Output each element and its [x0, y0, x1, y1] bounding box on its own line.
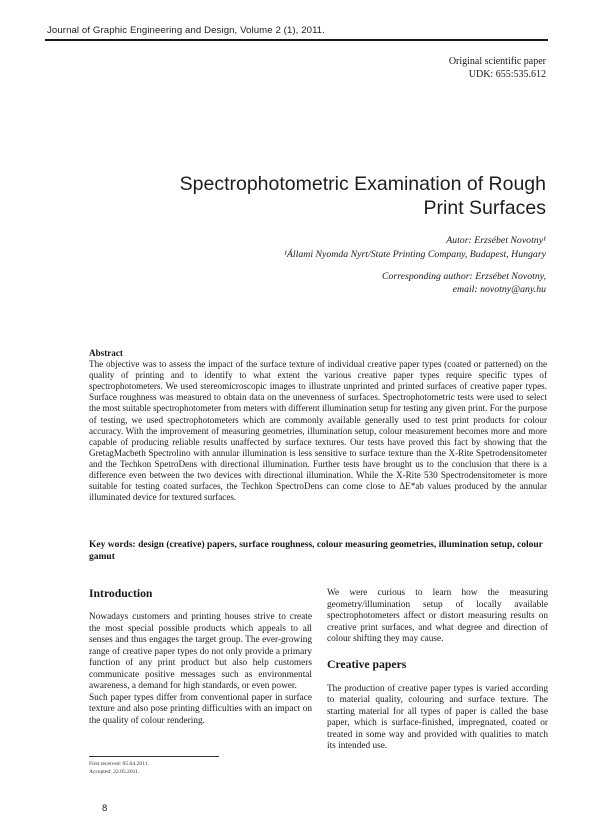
received-date: First received: 05.04.2011.	[89, 761, 149, 767]
footnote-rule	[89, 756, 219, 757]
header-rule	[45, 39, 548, 41]
left-column	[89, 587, 312, 727]
introduction-paragraph-1: Nowadays customers and printing houses strive to create the most special possible products which appeals to all senses and thus engages the target group. The ever-growing range of creative paper types do not only provide a primary function of any print product but also help customers communicate positive messages such as environmental awareness, a demand for high standards, or even power.	[89, 612, 312, 692]
abstract-heading: Abstract	[89, 348, 123, 358]
udk-code: UDK: 655:535.612	[468, 68, 546, 80]
title-line-2: Print Surfaces	[423, 197, 546, 219]
journal-header: Journal of Graphic Engineering and Design, Volume 2 (1), 2011.	[47, 25, 326, 36]
title-line-1: Spectrophotometric Examination of Rough	[179, 173, 546, 195]
page-number: 8	[102, 803, 108, 814]
author-name: Autor: Erzsébet Novotny¹	[446, 235, 546, 246]
corresponding-email: email: novotny@any.hu	[452, 284, 546, 295]
corresponding-author	[382, 270, 546, 296]
corresponding-name: Corresponding author: Erzsébet Novotny,	[381, 271, 546, 282]
creative-papers-paragraph: The production of creative paper types is varied according to material quality, colouring and surface texture. The starting material for all types of paper is called the base paper, which is surface-finished, impregnated, coated or treated in some way and provided with qualities to match its intended use.	[327, 683, 548, 752]
paper-title	[106, 172, 546, 220]
author-block	[284, 234, 546, 262]
paper-meta	[449, 56, 546, 81]
introduction-heading: Introduction	[89, 587, 153, 600]
creative-papers-heading: Creative papers	[327, 657, 407, 671]
right-column	[327, 588, 548, 753]
introduction-paragraph-2: Such paper types differ from conventional paper in surface texture and also pose printing difficulties with an impact on the quality of colour rendering.	[89, 692, 312, 726]
abstract-text: The objective was to assess the impact of the surface texture of individual creative paper types (coated or patterned) on the quality of printing and to identify to what extent the various creative paper types require specific types of spectrophotometers. We used stereomicroscopic images to illustrate unprinted and printed surfaces of creative paper types. Surface roughness was measured to obtain data on the unevenness of surfaces. Spectrophotometric tests were used to select the most suitable spectrophotometer from meters with different illumination setup for testing any given print. For the purpose of testing, we used spectrophotometers which are commonly available generally used to test print products for colour accuracy. With the improvement of measuring geometries, illumination setup, colour measurement becomes more and more capable of producing reliable results unaffected by surface textures. Our tests have proved this fact by showing that the GretagMacbeth Spectrolino with annular illumination is less sensitive to surface texture than the X-Rite Spetrodensitometer and the Techkon SpetroDens with directional illumination. Further tests have brought us to the conclusion that there is a difference even between the two devices with directional illumination. While the X-Rite 530 Spectrodensitometer is more suitable for testing coated surfaces, the Techkon SpectroDens can come close to ΔE*ab values produced by the annular illuminated device for textured surfaces.	[89, 359, 548, 503]
footnotes	[89, 761, 149, 776]
abstract-section	[89, 348, 547, 503]
author-affiliation: ¹Állami Nyomda Nyrt/State Printing Company, Budapest, Hungary	[284, 249, 546, 260]
accepted-date: Accepted: 22.05.2011.	[89, 768, 140, 775]
paper-type: Original scientific paper	[448, 56, 546, 67]
keywords: Key words: design (creative) papers, surface roughness, colour measuring geometries, illumination setup, colour gamut	[89, 540, 543, 562]
right-column-paragraph-1: We were curious to learn how the measuring geometry/illumination setup of locally available spectrophotometers affect or distort measuring results on creative print surfaces, and what degree and direction of colour shifting they may cause.	[327, 588, 548, 645]
